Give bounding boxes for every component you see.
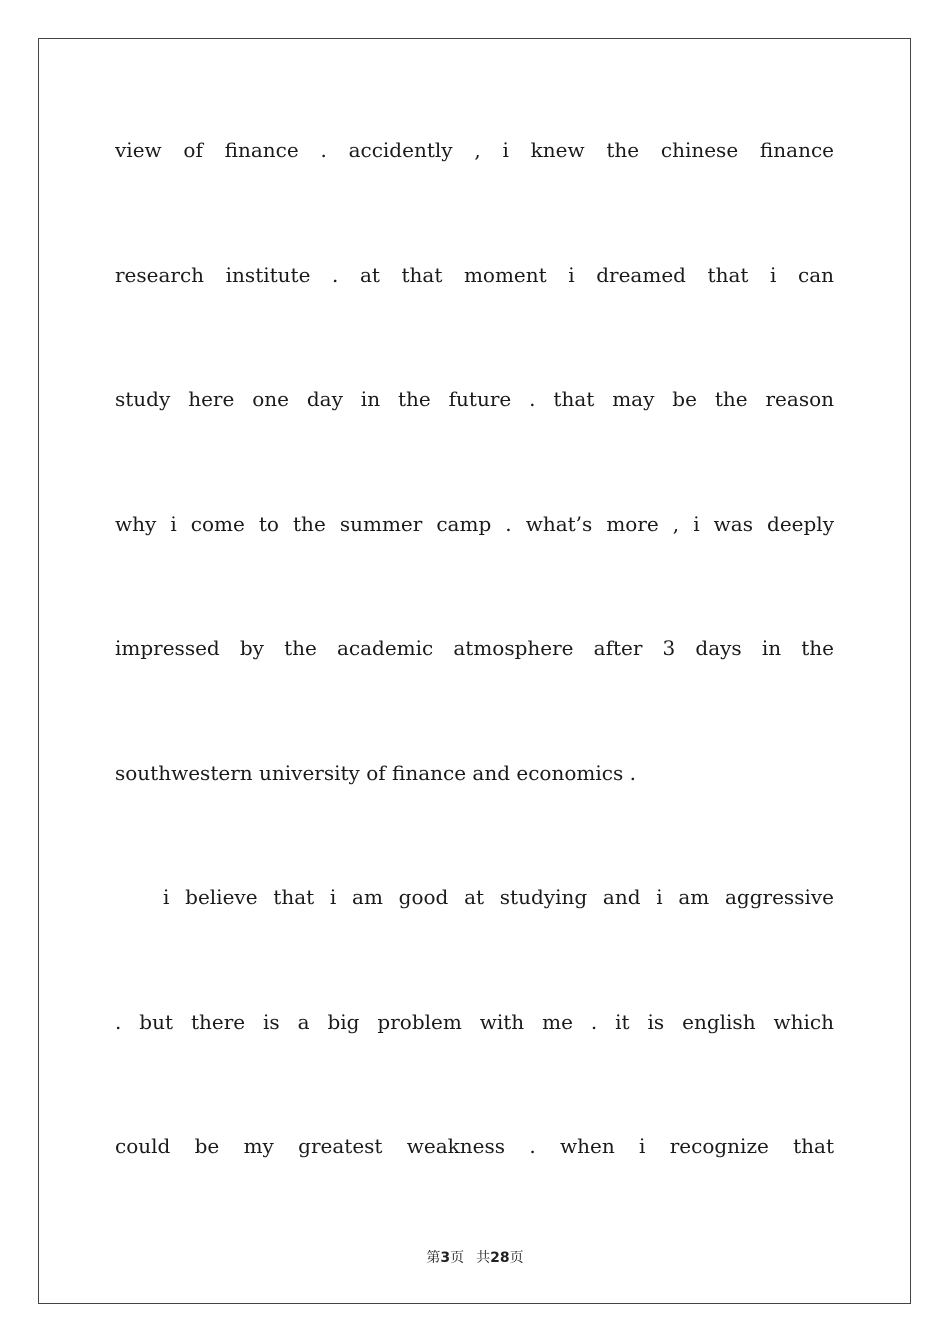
text-line-1: view of finance . accidently , i knew the chinese finance <box>115 138 834 162</box>
text-line-4: why i come to the summer camp . what’s more , i was deeply <box>115 512 834 536</box>
text-line-7: i believe that i am good at studying and i am aggressive <box>163 885 834 909</box>
text-line-8: . but there is a big problem with me . it is english which <box>115 1010 834 1034</box>
page-footer <box>0 1247 950 1267</box>
text-line-3: study here one day in the future . that may be the reason <box>115 387 834 411</box>
text-line-5: impressed by the academic atmosphere after 3 days in the <box>115 636 834 660</box>
total-suffix: 页 <box>509 1250 524 1266</box>
page-suffix: 页 <box>450 1250 465 1266</box>
text-line-2: research institute . at that moment i dreamed that i can <box>115 263 834 287</box>
text-line-9: could be my greatest weakness . when i recognize that <box>115 1134 834 1158</box>
page-frame <box>38 38 911 1304</box>
page-prefix: 第 <box>426 1250 441 1266</box>
total-prefix: 共 <box>476 1250 491 1266</box>
page-number: 3 <box>440 1250 451 1266</box>
text-line-6: southwestern university of finance and economics . <box>115 761 636 785</box>
total-pages: 28 <box>490 1250 510 1266</box>
